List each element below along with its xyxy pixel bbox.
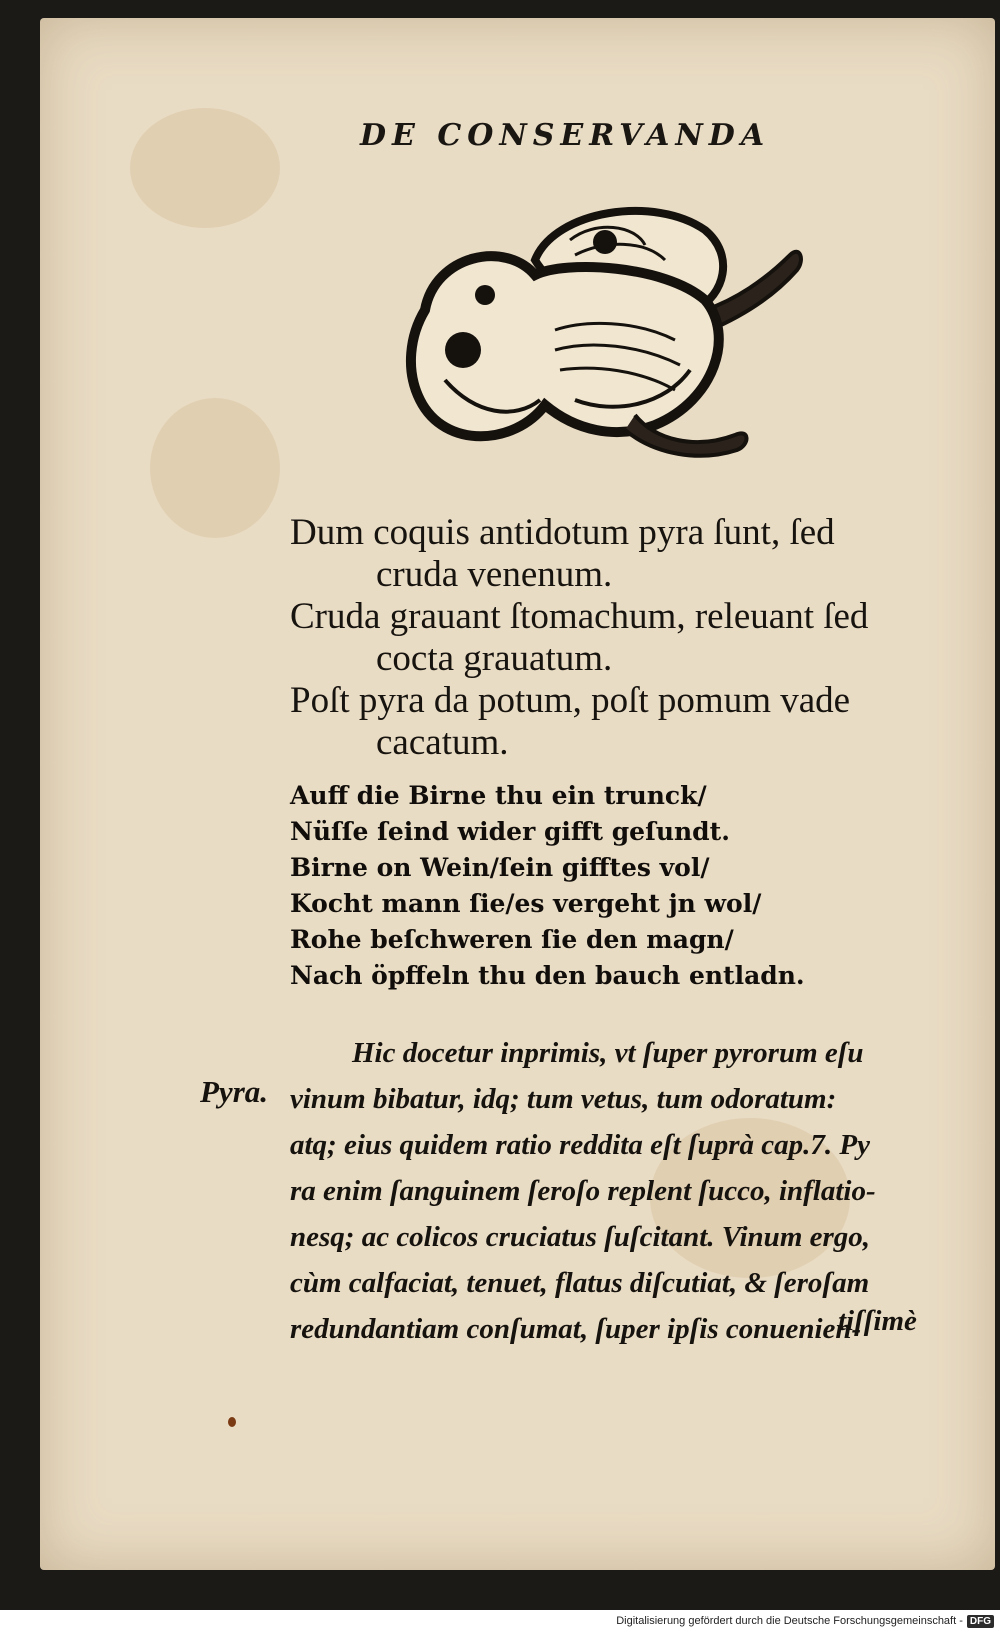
margin-note: Pyra.: [200, 1074, 269, 1109]
german-line: Auff die Birne thu ein trunck/: [290, 781, 707, 810]
verse-line: Dum coquis antidotum pyra ſunt, ſed: [290, 512, 835, 553]
paper-stain: [150, 398, 280, 538]
verse-line: cocta grauatum.: [376, 638, 613, 679]
commentary-line: nesq; ac colicos cruciatus ſuſcitant. Vinum ergo,: [290, 1221, 871, 1253]
german-verse: [290, 778, 890, 994]
commentary-line: cùm calfaciat, tenuet, flatus diſcutiat, & ſeroſam: [290, 1267, 870, 1299]
verse-line: Poſt pyra da potum, poſt pomum vade: [290, 680, 851, 721]
paper-stain: [130, 108, 280, 228]
commentary-line: Hic docetur inprimis, vt ſuper pyrorum eſu: [352, 1037, 864, 1069]
german-line: Birne on Wein/ſein gifftes vol/: [290, 853, 710, 882]
verse-line: cacatum.: [376, 722, 509, 763]
latin-verse: [290, 512, 970, 764]
catchword: tiſſimè: [838, 1305, 917, 1337]
german-line: Kocht mann ſie/es vergeht jn wol/: [290, 889, 762, 918]
latin-commentary: [290, 1030, 955, 1352]
commentary-line: atq; eius quidem ratio reddita eſt ſuprà cap.7. Py: [290, 1129, 870, 1161]
digitization-footer: [616, 1612, 994, 1630]
running-head: DE CONSERVANDA: [360, 118, 771, 153]
footer-text: Digitalisierung gefördert durch die Deutsche Forschungsgemeinschaft -: [616, 1615, 963, 1627]
pear-woodcut-illustration: [405, 200, 845, 480]
german-line: Nüſſe ſeind wider gifft geſundt.: [290, 817, 730, 846]
dfg-logo-badge: DFG: [967, 1615, 994, 1628]
german-line: Rohe beſchweren ſie den magn/: [290, 925, 734, 954]
german-line: Nach öpffeln thu den bauch entladn.: [290, 961, 805, 990]
verse-line: cruda venenum.: [376, 554, 613, 595]
verse-line: Cruda grauant ſtomachum, releuant ſed: [290, 596, 869, 637]
commentary-line: redundantiam conſumat, ſuper ipſis conuenien-: [290, 1313, 862, 1345]
commentary-line: ra enim ſanguinem ſeroſo replent ſucco, inflatio-: [290, 1175, 876, 1207]
ink-spot: [228, 1417, 236, 1427]
commentary-line: vinum bibatur, idq; tum vetus, tum odoratum:: [290, 1083, 837, 1115]
